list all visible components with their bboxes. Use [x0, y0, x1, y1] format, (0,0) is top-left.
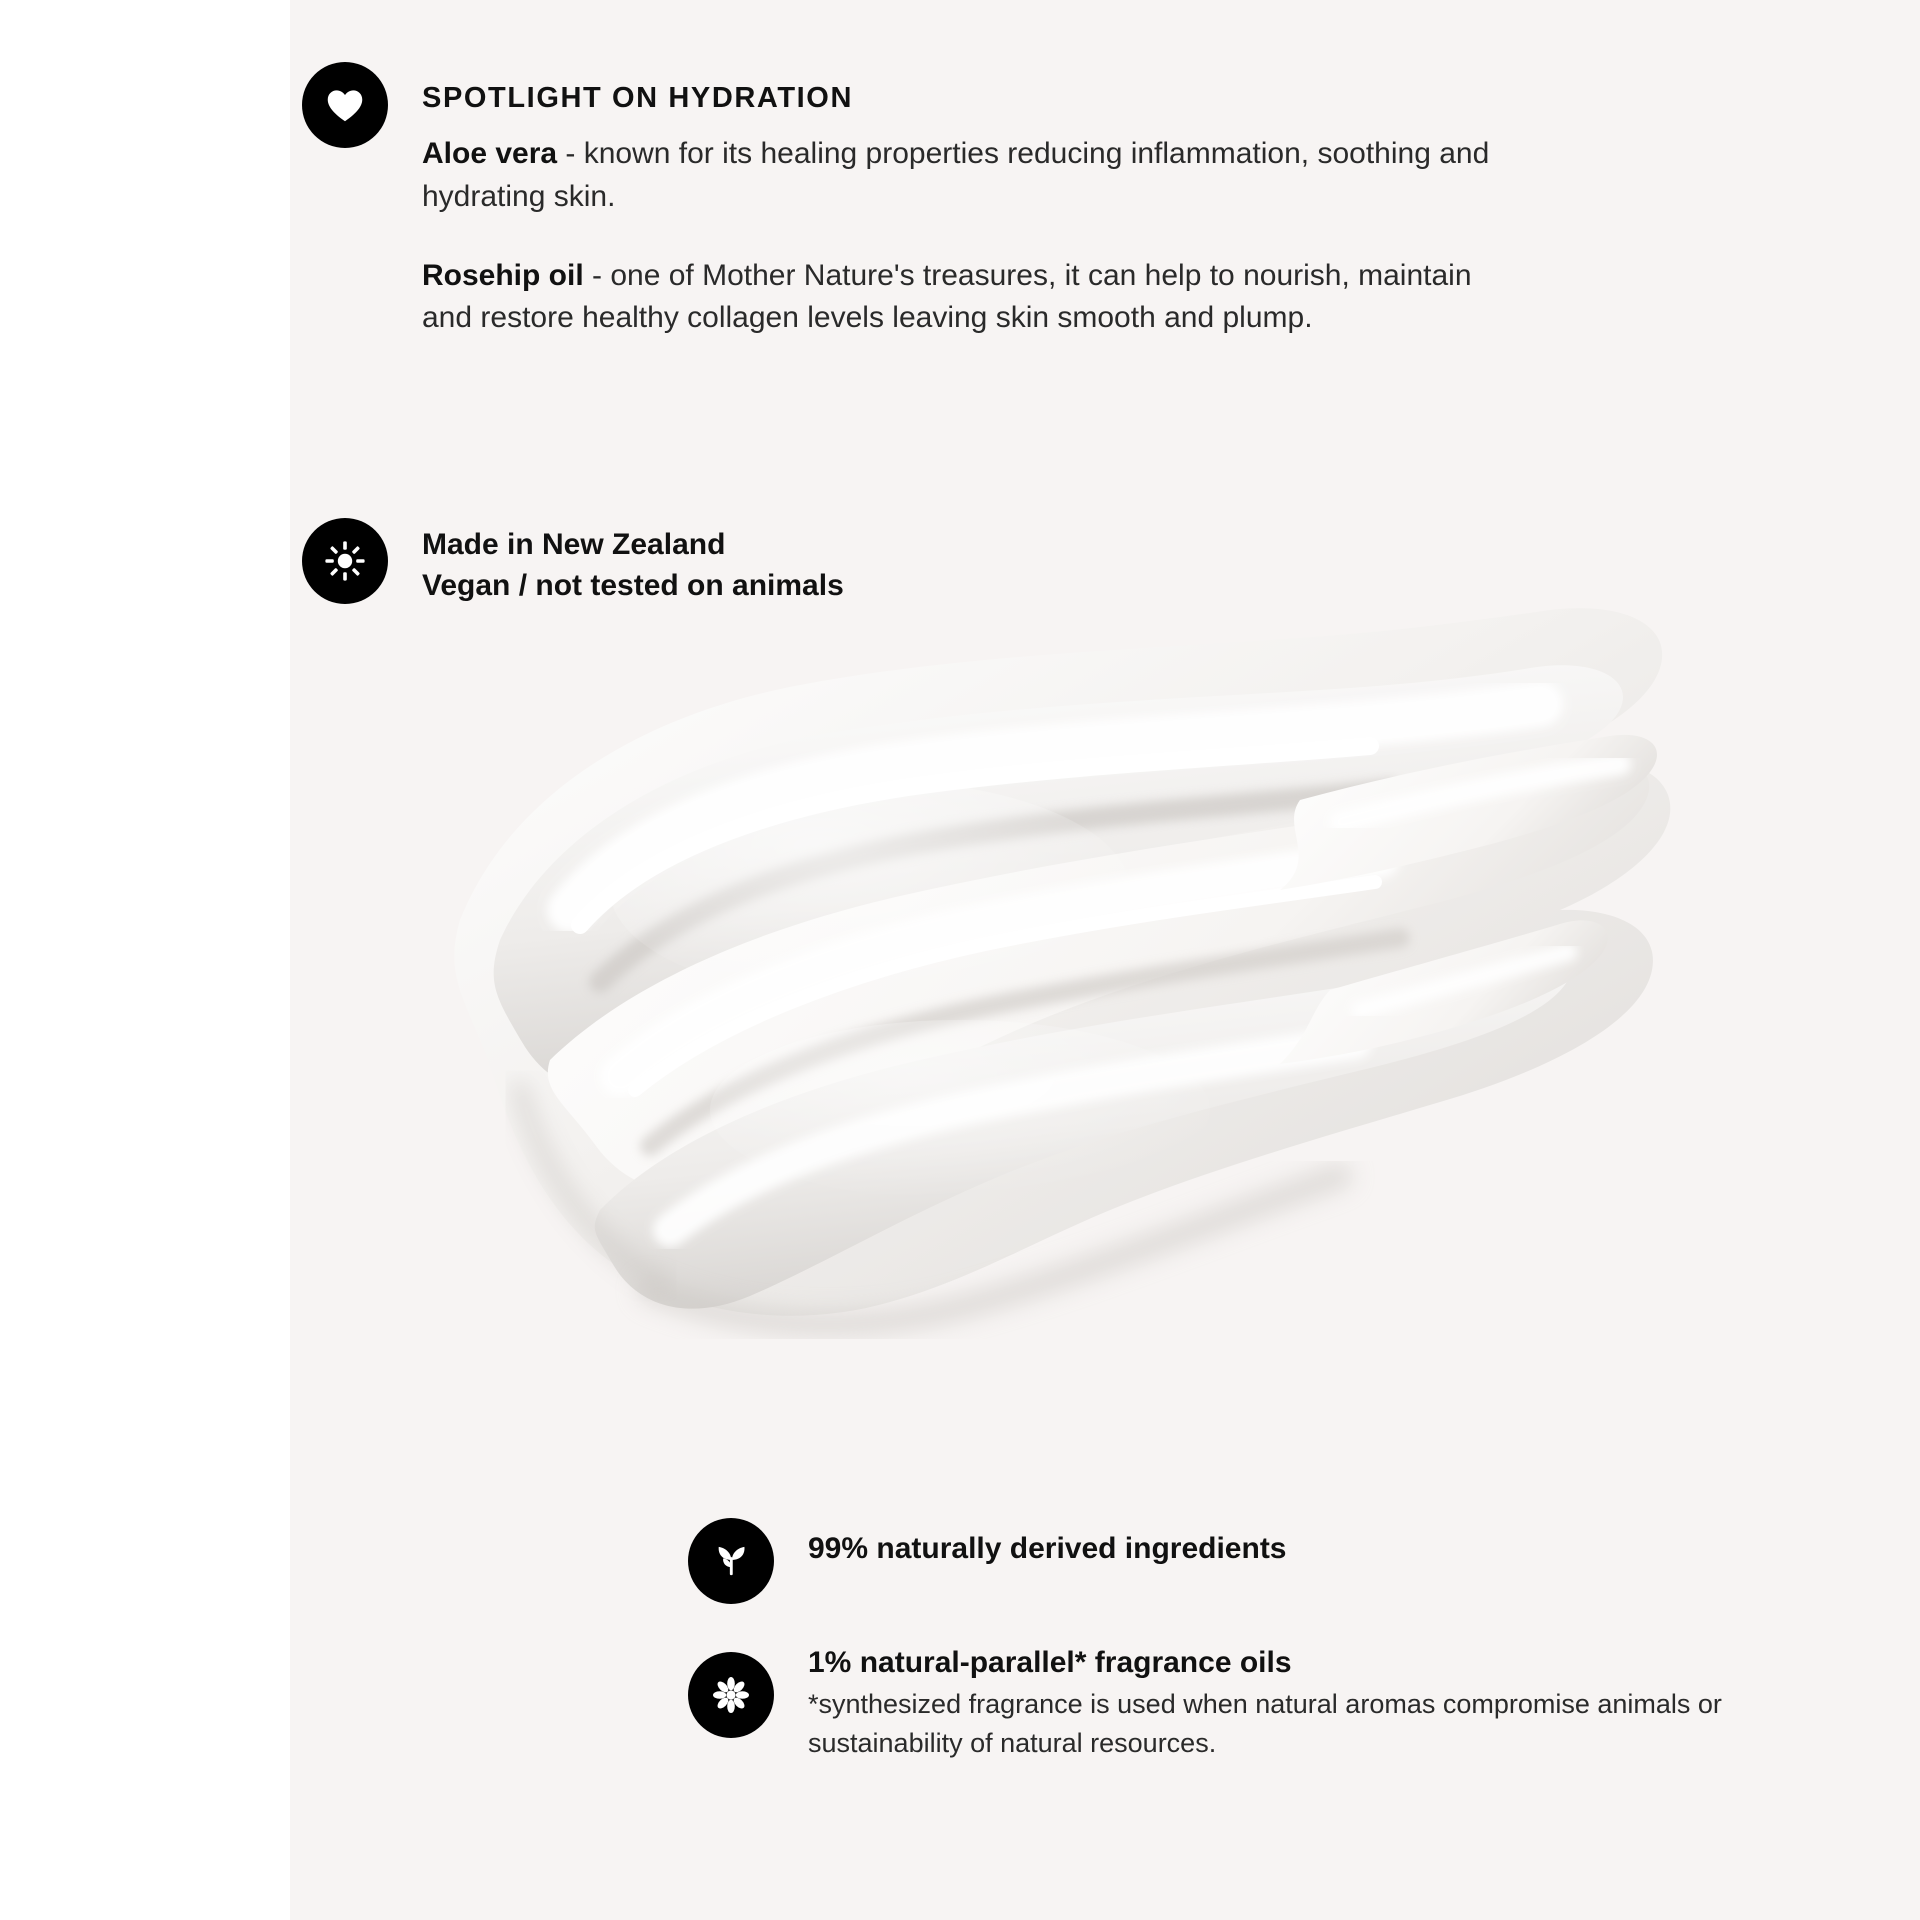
rosehip-oil-text: - one of Mother Nature's treasures, it can help to nourish, maintain and restore healthy collagen levels leaving skin smooth and plump.: [422, 258, 1472, 335]
vegan-line: Vegan / not tested on animals: [422, 569, 844, 603]
info-card: [290, 0, 1920, 1920]
hydration-section: [422, 82, 1522, 340]
aloe-vera-lead: Aloe vera: [422, 137, 558, 171]
hydration-heading: SPOTLIGHT ON HYDRATION: [422, 82, 853, 114]
origin-section: [422, 524, 1522, 607]
sun-burst-icon: [302, 518, 388, 604]
rosehip-oil-paragraph: [422, 255, 1522, 340]
heart-icon: [302, 62, 388, 148]
flower-icon: [688, 1652, 774, 1738]
aloe-vera-paragraph: [422, 133, 1522, 218]
aloe-vera-text: - known for its healing properties reducing inflammation, soothing and hydrating skin.: [422, 137, 1490, 213]
fragrance-section: [808, 1642, 1828, 1762]
rosehip-oil-lead: Rosehip oil: [422, 258, 584, 292]
fragrance-note: *synthesized fragrance is used when natural aromas compromise animals or sustainability of natural resources.: [808, 1689, 1722, 1758]
cream-swatch-image: [400, 590, 1690, 1380]
natural-ingredients-section: [808, 1528, 1808, 1569]
natural-ingredients-line: 99% naturally derived ingredients: [808, 1532, 1287, 1565]
made-in-line: Made in New Zealand: [422, 528, 726, 561]
leaf-icon: [688, 1518, 774, 1604]
fragrance-line: 1% natural-parallel* fragrance oils: [808, 1646, 1292, 1679]
